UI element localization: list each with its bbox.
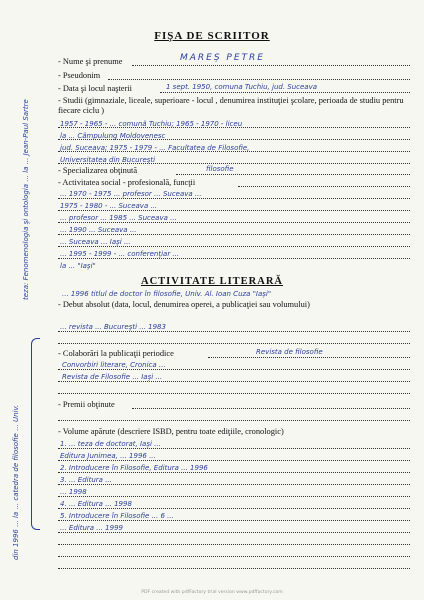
- debut-line-2: [58, 343, 410, 344]
- activity-line-1-text: ... 1970 - 1975 ... profesor ... Suceava ...: [60, 190, 202, 198]
- activity-line-7-text: la ... "Iaşi": [60, 262, 96, 270]
- activity-line-0: [238, 186, 410, 187]
- activity-line-5: [58, 246, 410, 247]
- collab-line-1-text: Convorbiri literare, Cronica ...: [62, 361, 166, 369]
- activity-line-5-text: ... Suceava ... Iaşi ...: [60, 238, 131, 246]
- volumes-line-4: [58, 484, 410, 485]
- volumes-line-8-text: ... Editura ... 1999: [60, 524, 123, 532]
- activity-line-3-text: ... profesor ... 1985 ... Suceava ...: [60, 214, 177, 222]
- volumes-line-5: [58, 496, 410, 497]
- birth-value: 1 sept. 1950, comuna Tuchiu, jud. Suceava: [166, 83, 318, 91]
- collab-line-1: [58, 369, 410, 370]
- pdf-footer: PDF created with pdfFactory trial version www.pdffactory.com: [141, 590, 283, 595]
- studies-line-4-text: Universitatea din Bucureşti: [60, 156, 156, 164]
- debut-line-1: [58, 331, 410, 332]
- activity-line-2-text: 1975 - 1980 - ... Suceava ...: [60, 202, 158, 210]
- volumes-line-6: [58, 508, 410, 509]
- studies-label: - Studii (gimnaziale, liceale, superioare - locul , denumirea instituţiei şcolare, perioada de studiu pentru fiecare ciclu ): [58, 96, 404, 115]
- activity-line-6: [58, 258, 410, 259]
- volumes-line-1: [58, 448, 410, 449]
- studies-line-1-text: 1957 - 1965 - ... comună Tuchiu; 1965 - 1970 - liceu: [60, 120, 243, 128]
- volumes-line-3: [58, 472, 410, 473]
- name-value: MAREȘ PETRE: [180, 53, 265, 63]
- volumes-line-7-text: 5. Introducere în Filosofie ... 6 ...: [60, 512, 174, 520]
- name-label: - Nume şi prenume: [58, 57, 123, 66]
- volumes-line-2-text: Editura Junimea, ... 1996 ...: [60, 452, 156, 460]
- right-margin-note: teza: Fenomenologia şi ontologia ... la ... Jean-Paul Sartre: [22, 99, 30, 300]
- birth-line: [160, 92, 410, 93]
- awards-line-0: [132, 408, 410, 409]
- collab-line-0-text: Revista de filosofie: [256, 348, 323, 356]
- volumes-line-1-text: 1. ... teza de doctorat, Iaşi ...: [60, 440, 161, 448]
- debut-line-1-text: ... revista ... Bucureşti ... 1983: [60, 323, 166, 331]
- collab-label: - Colaborări la publicaţii periodice: [58, 349, 174, 358]
- specialization-label: - Specializarea obţinută: [58, 166, 138, 175]
- collab-line-3: [58, 393, 410, 394]
- activity-line-1: [58, 198, 410, 199]
- volumes-line-3-text: 2. Introducere în Filosofie, Editura ... 1996: [60, 464, 208, 472]
- activity-line-4: [58, 234, 410, 235]
- volumes-line-10: [58, 556, 410, 557]
- volumes-line-4-text: 3. ... Editura ...: [60, 476, 112, 484]
- pseudonym-line: [108, 79, 410, 80]
- activity-line-4-text: ... 1990 ... Suceava ...: [60, 226, 137, 234]
- debut-label: - Debut absolut (data, locul, denumirea operei, a publicaţiei sau volumului): [58, 300, 310, 309]
- name-line: [132, 65, 410, 66]
- page-title: FIŞA DE SCRIITOR: [154, 30, 270, 42]
- collab-line-2-text: Revista de Filosofie ... Iaşi ...: [62, 373, 163, 381]
- volumes-line-9: [58, 544, 410, 545]
- awards-line-1: [58, 420, 410, 421]
- collab-line-2: [58, 381, 410, 382]
- debut-note: ... 1996 titlul de doctor în filosofie, Univ. Al. Ioan Cuza "Iaşi": [62, 290, 272, 298]
- volumes-line-6-text: 4. ... Editura ... 1998: [60, 500, 132, 508]
- awards-label: - Premii obţinute: [58, 400, 115, 409]
- volumes-line-8: [58, 532, 410, 533]
- volumes-line-2: [58, 460, 410, 461]
- birth-label: - Data şi locul naşterii: [58, 84, 132, 93]
- volumes-label: - Volume apărute (descriere ISBD, pentru toate ediţiile, cronologic): [58, 427, 284, 436]
- left-margin-note: din 1996 ... la ... catedra de filosofie ... Univ.: [12, 404, 20, 560]
- pseudonym-label: - Pseudonim: [58, 71, 101, 80]
- activity-label: - Activitatea social - profesională, funcţii: [58, 178, 196, 187]
- volumes-line-5-text: ... 1998: [60, 488, 87, 496]
- specialization-line: [176, 174, 410, 175]
- collab-line-0: [208, 357, 410, 358]
- activity-line-6-text: ... 1995 - 1999 - ... conferenţiar ...: [60, 250, 180, 258]
- activity-line-2: [58, 210, 410, 211]
- literary-heading: ACTIVITATE LITERARĂ: [140, 276, 283, 287]
- activity-line-3: [58, 222, 410, 223]
- volumes-line-7: [58, 520, 410, 521]
- margin-bracket: [31, 338, 40, 530]
- specialization-value: filosofie: [206, 165, 234, 173]
- studies-line-2-text: la ... Câmpulung Moldovenesc: [60, 132, 166, 140]
- volumes-line-11: [58, 568, 410, 569]
- studies-line-3-text: jud. Suceava; 1975 - 1979 - ... Facultatea de Filosofie,: [60, 144, 250, 152]
